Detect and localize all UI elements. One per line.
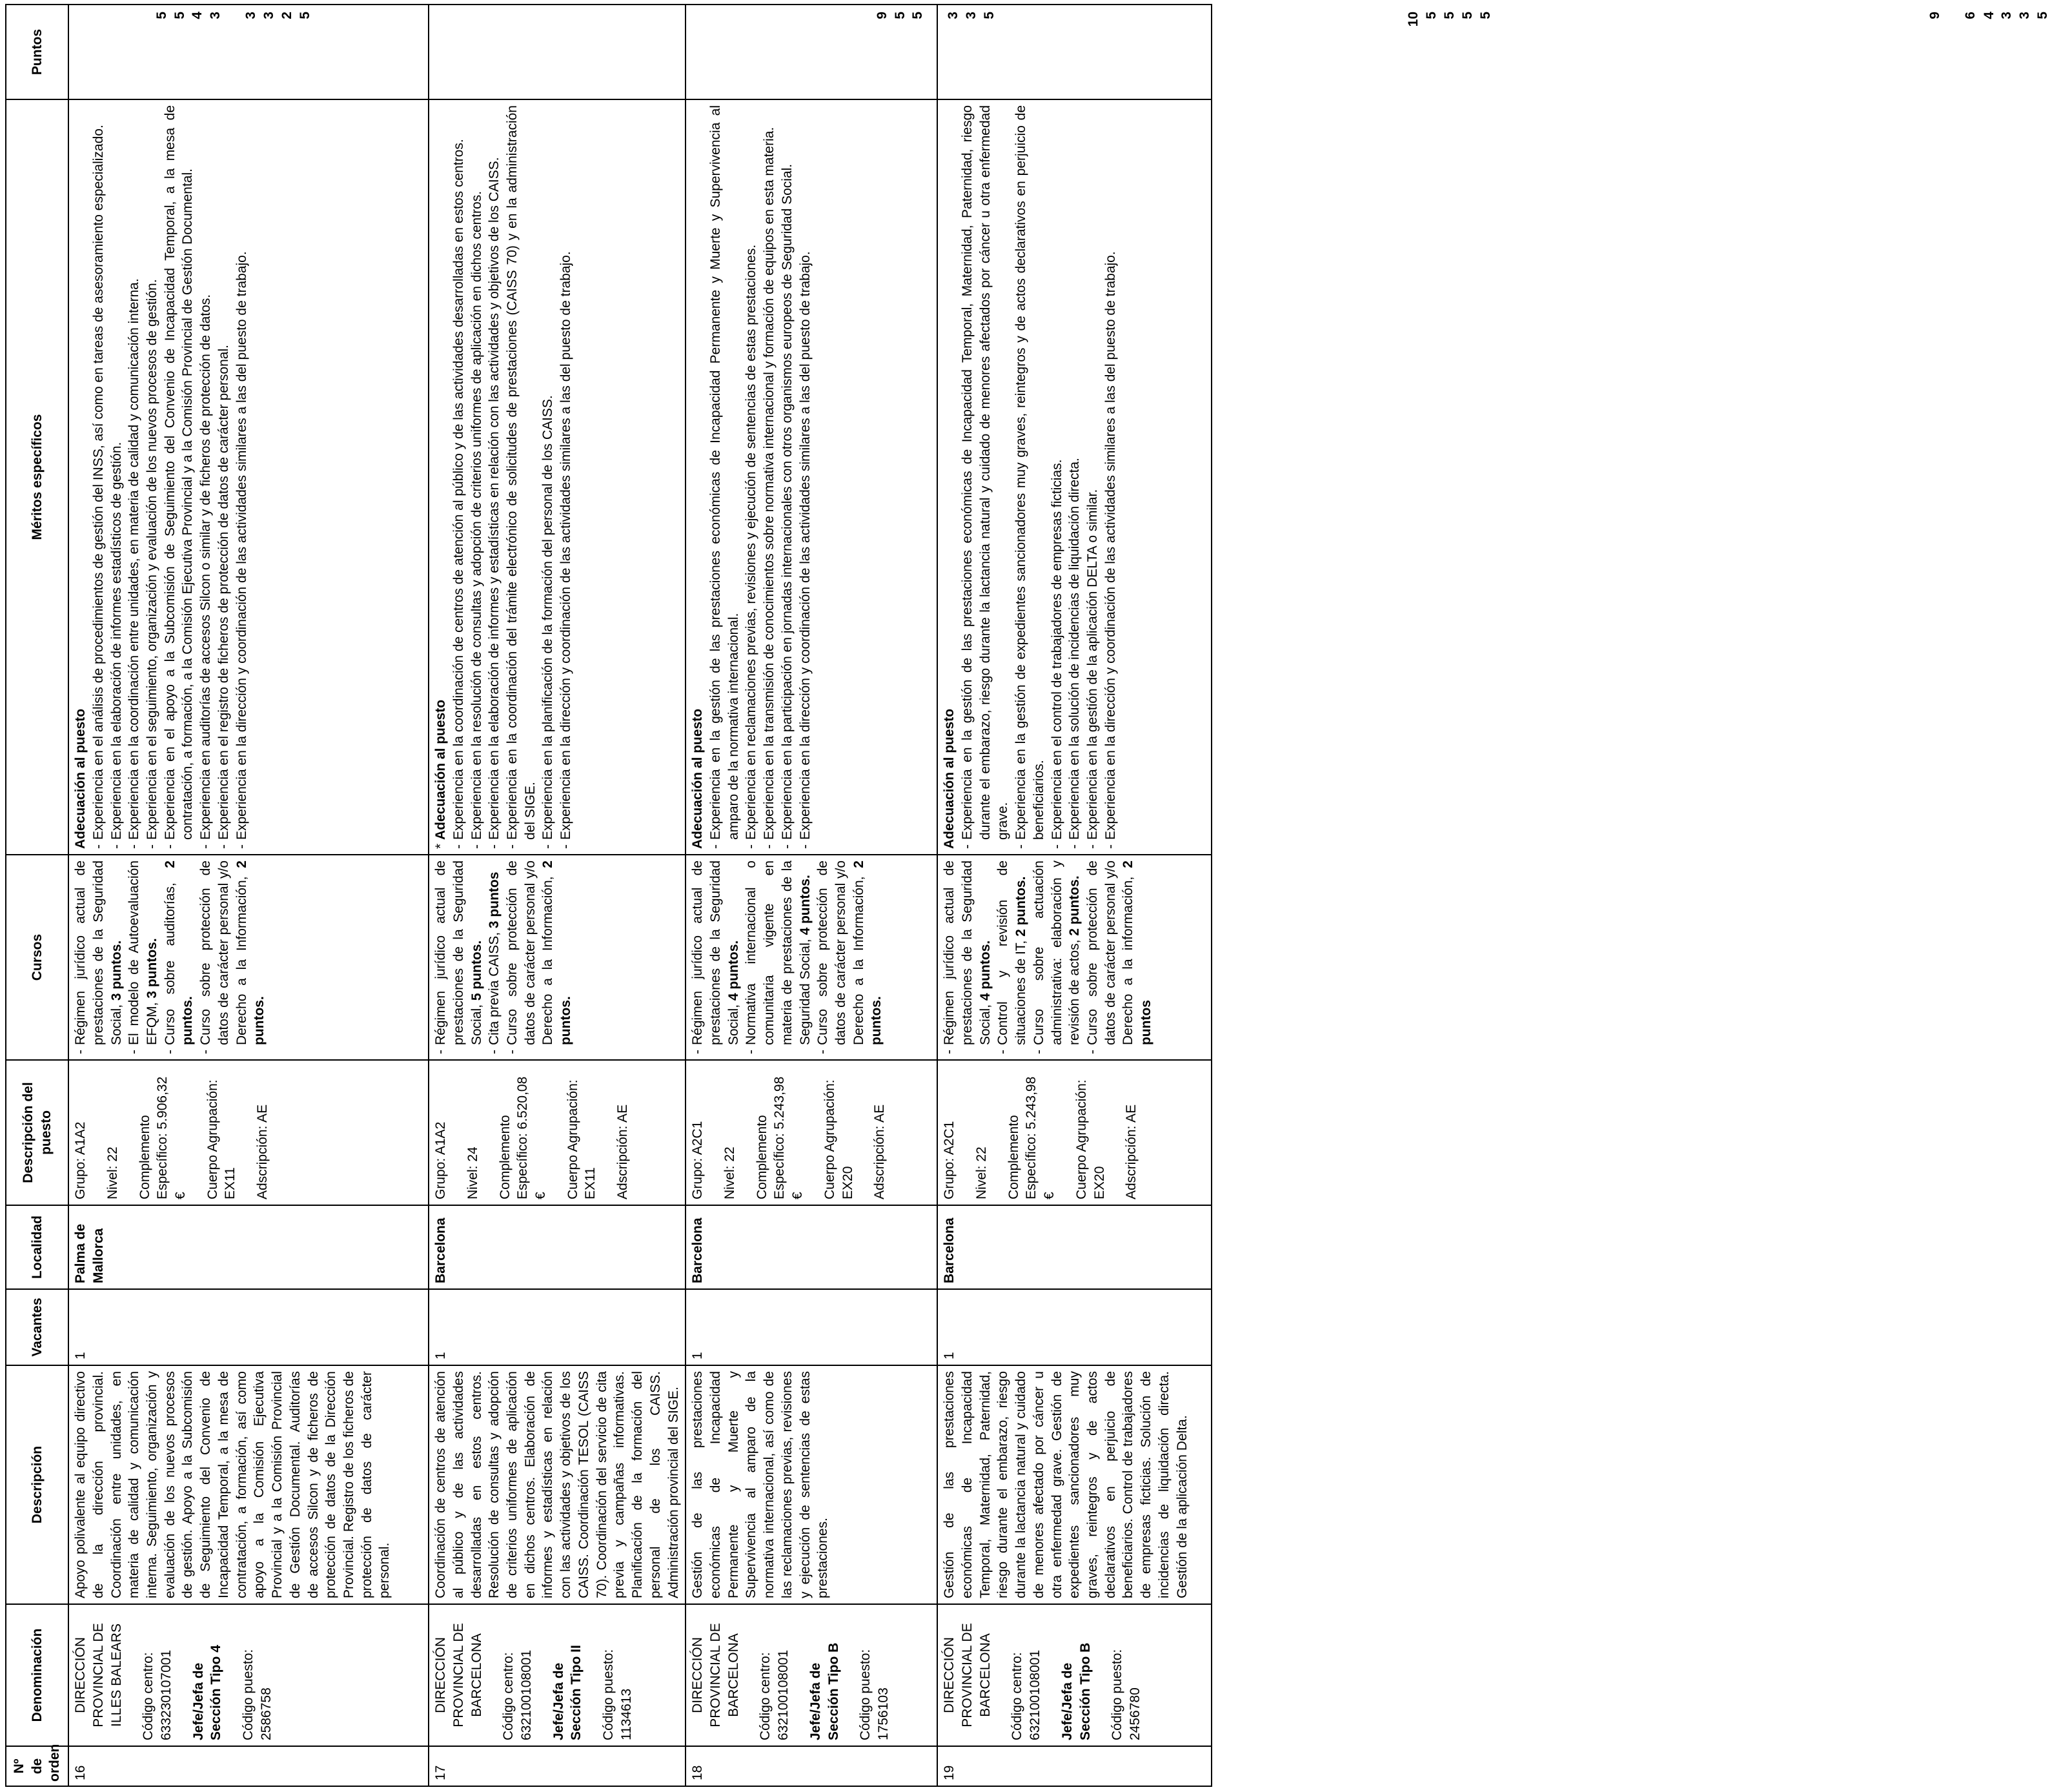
nivel: Nivel: 22 bbox=[722, 1146, 737, 1199]
merito-item bbox=[485, 105, 503, 849]
cell-vacantes bbox=[686, 1289, 937, 1365]
merito-points: 5 bbox=[1478, 12, 1494, 19]
cursos-list bbox=[940, 860, 1155, 1054]
merito-points: 5 bbox=[1424, 12, 1439, 19]
curso-text: Curso sobre protección de datos de carácter personal y/o Derecho a la Información, bbox=[505, 860, 556, 1045]
puesto-name: Jefe/Jefa de Sección Tipo 4 bbox=[190, 1645, 224, 1740]
merito-item bbox=[778, 105, 797, 849]
spacer bbox=[122, 1066, 136, 1199]
cell-denominacion bbox=[429, 1604, 686, 1746]
merito-item bbox=[468, 105, 486, 849]
curso-points: 2 puntos. bbox=[1067, 875, 1082, 936]
merito-points: 3 bbox=[261, 12, 277, 19]
merito-points: 6 bbox=[1963, 12, 1978, 19]
merito-item bbox=[1102, 105, 1120, 849]
codigo-centro: Código centro: 632100108001 bbox=[501, 1649, 534, 1740]
curso-points: 3 puntos. bbox=[145, 938, 160, 999]
spacer bbox=[536, 1610, 550, 1740]
merito-item bbox=[197, 105, 215, 849]
merito-text: Experiencia en la dirección y coordinación de las actividades similares a las del puesto de trabajo. bbox=[558, 251, 574, 840]
curso-item bbox=[503, 860, 575, 1054]
spacer bbox=[1108, 1066, 1123, 1199]
curso-points: 2 puntos bbox=[1121, 860, 1154, 1045]
vacantes-value: 1 bbox=[690, 1352, 706, 1359]
cell-descripcion-puesto bbox=[686, 1060, 937, 1205]
curso-text: Cita previa CAISS, bbox=[487, 928, 502, 1045]
cuerpo-agrupacion: Cuerpo Agrupación: EX11 bbox=[565, 1079, 598, 1199]
merito-text: Experiencia en la resolución de consultas y adopción de criterios uniformes de aplicación en dichos centros. bbox=[469, 190, 484, 840]
merito-points: 5 bbox=[298, 12, 313, 19]
merito-item bbox=[1084, 105, 1102, 849]
codigo-puesto: Código puesto: 1756103 bbox=[858, 1649, 891, 1740]
curso-points: 2 puntos. bbox=[1013, 876, 1029, 937]
header-descripcion: Descripción bbox=[6, 1365, 68, 1604]
organismo-name: DIRECCIÓN PROVINCIAL DE BARCELONA bbox=[942, 1623, 993, 1727]
curso-item bbox=[689, 860, 742, 1054]
curso-text: Régimen jurídico actual de prestaciones de la Seguridad Social, bbox=[433, 860, 484, 1045]
merito-points: 5 bbox=[910, 12, 926, 19]
merito-item bbox=[742, 105, 760, 849]
cell-meritos bbox=[68, 99, 429, 855]
descripcion-text: Coordinación de centros de atención al público y de las actividades desarrolladas en estos centros. Resolución de consultas y adopción de criterios uniformes de aplicación en dichos centros. Elaboración de informes y estadísticas en relación con las actividades y objetivos de los CAISS. Coordinación TESOL (CAISS 70). Coordinación del servicio de cita previa y campañas informativas. Planificación de la formación del personal de los CAISS. Administración provincial del SIGE. bbox=[433, 1371, 681, 1598]
meritos-title-text: Adecuación al puesto bbox=[690, 708, 706, 849]
cell-orden bbox=[686, 1746, 937, 1786]
curso-item bbox=[940, 860, 994, 1054]
spacer bbox=[857, 1066, 871, 1199]
header-descripcion-puesto: Descripción del puesto bbox=[6, 1060, 68, 1205]
adscripcion: Adscripción: AE bbox=[1124, 1104, 1139, 1199]
merito-item bbox=[161, 105, 197, 849]
spacer bbox=[190, 1066, 204, 1199]
curso-item bbox=[814, 860, 886, 1054]
header-cursos: Cursos bbox=[6, 855, 68, 1060]
meritos-list bbox=[72, 105, 250, 849]
curso-item bbox=[197, 860, 269, 1054]
curso-text: Normativa internacional o comunitaria vigente en materia de prestaciones de la Seguridad Social, bbox=[744, 860, 813, 1045]
cell-puntos bbox=[68, 5, 429, 99]
cell-cursos bbox=[429, 855, 686, 1060]
merito-text: Experiencia en el control de trabajadores de empresas ficticias. bbox=[1049, 459, 1064, 840]
spacer bbox=[959, 1066, 973, 1199]
merito-item bbox=[503, 105, 539, 849]
table-body bbox=[68, 5, 2051, 1786]
merito-points: 3 bbox=[946, 12, 961, 19]
spacer bbox=[585, 1610, 600, 1740]
spacer bbox=[991, 1066, 1005, 1199]
complemento-especifico: Complemento Específico: 5.243,98 € bbox=[1006, 1076, 1057, 1199]
merito-text: Experiencia en auditorías de accesos Silcon o similar y de ficheros de protección de datos. bbox=[198, 294, 214, 840]
merito-text: Experiencia en la elaboración de informes estadísticos de gestión. bbox=[108, 442, 124, 840]
spacer bbox=[1094, 1610, 1108, 1740]
nivel: Nivel: 22 bbox=[105, 1146, 120, 1199]
spacer bbox=[600, 1066, 614, 1199]
spacer bbox=[450, 1066, 464, 1199]
cell-vacantes bbox=[937, 1289, 1212, 1365]
puesto-name: Jefe/Jefa de Sección Tipo II bbox=[551, 1645, 584, 1740]
cell-localidad bbox=[429, 1205, 686, 1289]
header-orden: Nº de orden bbox=[6, 1746, 68, 1786]
table-row bbox=[429, 5, 686, 1786]
header-meritos: Méritos específicos bbox=[6, 99, 68, 855]
merito-item bbox=[539, 105, 557, 849]
spacer bbox=[125, 1610, 139, 1740]
merito-points: 9 bbox=[1927, 12, 1943, 19]
curso-item bbox=[432, 860, 485, 1054]
merito-points: 3 bbox=[1999, 12, 2015, 19]
cursos-list bbox=[432, 860, 575, 1054]
complemento-especifico: Complemento Específico: 6.520,08 € bbox=[497, 1076, 549, 1199]
merito-points: 2 bbox=[279, 12, 295, 19]
cell-puntos bbox=[686, 5, 1494, 99]
codigo-centro: Código centro: 633230107001 bbox=[141, 1649, 174, 1740]
curso-text: Curso sobre protección de datos de carácter personal y/o Derecho a la información, bbox=[1084, 860, 1136, 1045]
cell-orden bbox=[68, 1746, 429, 1786]
merito-text: Experiencia en el seguimiento, organización y evaluación de los nuevos procesos de gestión. bbox=[145, 279, 160, 840]
spacer bbox=[485, 1610, 500, 1740]
spacer bbox=[707, 1066, 721, 1199]
merito-text: Experiencia en la gestión de las prestaciones económicas de Incapacidad Permanente y Muerte y Supervivencia al amparo de la normativa internacional. bbox=[707, 105, 741, 840]
merito-item bbox=[450, 105, 468, 849]
grupo: Grupo: A1A2 bbox=[433, 1121, 449, 1199]
spacer bbox=[1059, 1066, 1073, 1199]
orden-number: 19 bbox=[942, 1765, 957, 1780]
meritos-title bbox=[72, 105, 90, 849]
cell-orden bbox=[429, 1746, 686, 1786]
header-denominacion: Denominación bbox=[6, 1604, 68, 1746]
curso-points: 5 puntos. bbox=[469, 940, 484, 1001]
curso-points: 3 puntos. bbox=[108, 940, 124, 1001]
merito-text: Experiencia en el apoyo a la Subcomisión de Seguimiento del Convenio de Incapacidad Temporal, a la mesa de contratación, a formación, a la Comisión Ejecutiva Provincial y a la Comisión Provincial de Gestión Documental. bbox=[162, 105, 196, 840]
nivel: Nivel: 24 bbox=[465, 1146, 480, 1199]
puesto-name: Jefe/Jefa de Sección Tipo B bbox=[1059, 1642, 1093, 1740]
spacer bbox=[1044, 1610, 1059, 1740]
adscripcion: Adscripción: AE bbox=[872, 1104, 888, 1199]
cell-descripcion bbox=[68, 1365, 429, 1604]
orden-number: 18 bbox=[690, 1765, 706, 1780]
cuerpo-agrupacion: Cuerpo Agrupación: EX20 bbox=[822, 1079, 855, 1199]
meritos-title bbox=[432, 105, 450, 849]
nivel: Nivel: 22 bbox=[973, 1146, 989, 1199]
spacer bbox=[482, 1066, 496, 1199]
puesto-name: Jefe/Jefa de Sección Tipo B bbox=[808, 1642, 841, 1740]
merito-points: 5 bbox=[1442, 12, 1458, 19]
curso-item bbox=[994, 860, 1030, 1054]
organismo-name: DIRECCIÓN PROVINCIAL DE ILLES BALEARS bbox=[73, 1623, 124, 1727]
curso-points: 2 puntos. bbox=[540, 860, 574, 1045]
table-row bbox=[686, 5, 937, 1786]
cell-descripcion bbox=[686, 1365, 937, 1604]
spacer bbox=[550, 1066, 564, 1199]
complemento-especifico: Complemento Específico: 5.906,32 € bbox=[137, 1076, 188, 1199]
merito-item bbox=[125, 105, 143, 849]
curso-points: 2 puntos. bbox=[162, 860, 196, 1045]
cell-localidad bbox=[686, 1205, 937, 1289]
codigo-centro: Código centro: 632100108001 bbox=[758, 1649, 791, 1740]
codigo-puesto: Código puesto: 2586758 bbox=[241, 1649, 274, 1740]
meritos-list bbox=[940, 105, 1119, 849]
curso-text: Curso sobre auditorías, bbox=[162, 868, 178, 1045]
merito-text: Experiencia en la coordinación entre unidades, en materia de calidad y comunicación interna. bbox=[127, 278, 142, 840]
curso-item bbox=[125, 860, 161, 1054]
cell-meritos bbox=[937, 99, 1212, 855]
curso-text: Curso sobre actuación administrativa: elaboración y revisión de actos, bbox=[1031, 860, 1082, 1045]
merito-text: Experiencia en la participación en jornadas internacionales con otros organismos europeos de Seguridad Social. bbox=[779, 163, 795, 840]
cell-puntos bbox=[429, 5, 997, 99]
spacer bbox=[739, 1066, 753, 1199]
merito-points: 4 bbox=[1982, 12, 1997, 19]
header-vacantes: Vacantes bbox=[6, 1289, 68, 1365]
merito-item bbox=[707, 105, 742, 849]
merito-item bbox=[90, 105, 108, 849]
curso-text: Régimen jurídico actual de prestaciones de la Seguridad Social, bbox=[942, 860, 993, 1045]
cursos-list bbox=[72, 860, 269, 1054]
merito-text: Experiencia en la planificación de la formación del personal de los CAISS. bbox=[540, 395, 556, 840]
cell-localidad bbox=[937, 1205, 1212, 1289]
merito-text: Experiencia en la gestión de la aplicación DELTA o similar. bbox=[1084, 489, 1100, 840]
cell-localidad bbox=[68, 1205, 429, 1289]
merito-points: 5 bbox=[172, 12, 188, 19]
grupo: Grupo: A1A2 bbox=[73, 1121, 88, 1199]
meritos-title-text: Adecuación al puesto bbox=[433, 699, 449, 840]
cuerpo-agrupacion: Cuerpo Agrupación: EX11 bbox=[205, 1079, 238, 1199]
merito-item bbox=[797, 105, 815, 849]
cell-descripcion bbox=[937, 1365, 1212, 1604]
cell-descripcion-puesto bbox=[429, 1060, 686, 1205]
curso-points: 4 puntos. bbox=[977, 940, 993, 1001]
header-row bbox=[6, 5, 68, 1786]
merito-text: Experiencia en el análisis de procedimientos de gestión del INSS, así como en tareas de asesoramiento especializado. bbox=[90, 125, 106, 840]
merito-text: Experiencia en la solución de incidencias de liquidación directa. bbox=[1067, 458, 1082, 840]
merito-points: 3 bbox=[2017, 12, 2033, 19]
curso-item bbox=[161, 860, 197, 1054]
merito-item bbox=[143, 105, 161, 849]
table-row bbox=[68, 5, 429, 1786]
cell-cursos bbox=[937, 855, 1212, 1060]
merito-points: 5 bbox=[982, 12, 997, 19]
merito-item bbox=[959, 105, 1012, 849]
curso-points: 4 puntos. bbox=[797, 875, 813, 935]
spacer bbox=[842, 1610, 857, 1740]
codigo-centro: Código centro: 632100108001 bbox=[1010, 1649, 1043, 1740]
codigo-puesto: Código puesto: 2456780 bbox=[1110, 1649, 1143, 1740]
meritos-title-text: Adecuación al puesto bbox=[73, 708, 88, 849]
cell-denominacion bbox=[686, 1604, 937, 1746]
spacer bbox=[994, 1610, 1008, 1740]
localidad-value: Palma de Mallorca bbox=[73, 1223, 106, 1283]
localidad-value: Barcelona bbox=[690, 1217, 706, 1283]
merito-text: Experiencia en la elaboración de informes y estadísticas en relación con las actividades y objetivos de los CAISS. bbox=[487, 157, 502, 840]
localidad-value: Barcelona bbox=[942, 1217, 957, 1283]
spacer bbox=[807, 1066, 821, 1199]
merito-text: Experiencia en la transmisión de conocimientos sobre normativa internacional y formación de equipos en esta materia. bbox=[762, 127, 777, 840]
curso-points: 4 puntos. bbox=[726, 940, 741, 1001]
merito-points: 4 bbox=[190, 12, 205, 19]
cursos-list bbox=[689, 860, 886, 1054]
adscripcion: Adscripción: AE bbox=[615, 1104, 631, 1199]
cell-meritos bbox=[686, 99, 937, 855]
merito-text: Experiencia en el registro de ficheros de protección de datos de carácter personal. bbox=[216, 345, 231, 840]
spacer bbox=[793, 1610, 807, 1740]
merito-text: Experiencia en la dirección y coordinación de las actividades similares a las del puesto de trabajo. bbox=[797, 251, 813, 840]
merito-points: 5 bbox=[2035, 12, 2051, 19]
header-puntos: Puntos bbox=[6, 5, 68, 99]
organismo-name: DIRECCIÓN PROVINCIAL DE BARCELONA bbox=[690, 1623, 741, 1727]
merito-item bbox=[1066, 105, 1084, 849]
merito-item bbox=[1048, 105, 1066, 849]
cell-vacantes bbox=[68, 1289, 429, 1365]
orden-number: 17 bbox=[433, 1765, 449, 1780]
curso-item bbox=[72, 860, 125, 1054]
merito-item bbox=[215, 105, 233, 849]
descripcion-text: Gestión de las prestaciones económicas de Incapacidad Permanente y Muerte y Supervivencia al amparo de la normativa internacional, así como de las reclamaciones previas, revisiones y ejecución de sentencias de estas prestaciones. bbox=[690, 1371, 831, 1598]
vacantes-value: 1 bbox=[433, 1352, 449, 1359]
spacer bbox=[239, 1066, 254, 1199]
merito-item bbox=[108, 105, 126, 849]
curso-text: Control y revisión de situaciones de IT, bbox=[995, 860, 1029, 1045]
merito-points: 3 bbox=[208, 12, 223, 19]
cell-cursos bbox=[68, 855, 429, 1060]
cuerpo-agrupacion: Cuerpo Agrupación: EX20 bbox=[1073, 1079, 1107, 1199]
job-positions-table bbox=[5, 4, 2051, 1787]
merito-points: 5 bbox=[893, 12, 908, 19]
descripcion-text: Gestión de las prestaciones económicas de Incapacidad Temporal, Maternidad, Paternidad, riesgo durante el embarazo, riesgo durante la lactancia natural y cuidado de menores afectado por cáncer u otra enfermedad grave. Gestión de expedientes sancionadores muy graves, reintegros y de actos declarativos en perjuicio de beneficiarios. Control de trabajadores de empresas ficticias. Solución de incidencias de liquidación directa. Gestión de la aplicación Delta. bbox=[942, 1371, 1190, 1598]
spacer bbox=[742, 1610, 757, 1740]
curso-text: Régimen jurídico actual de prestaciones de la Seguridad Social, bbox=[690, 860, 741, 1045]
curso-text: Curso sobre protección de datos de carácter personal y/o Derecho a la Información, bbox=[198, 860, 249, 1045]
merito-item bbox=[557, 105, 575, 849]
spacer bbox=[225, 1610, 239, 1740]
codigo-puesto: Código puesto: 1134613 bbox=[601, 1649, 634, 1740]
cell-descripcion bbox=[429, 1365, 686, 1604]
grupo: Grupo: A2C1 bbox=[942, 1121, 957, 1199]
cell-descripcion-puesto bbox=[68, 1060, 429, 1205]
curso-item bbox=[742, 860, 814, 1054]
meritos-list bbox=[432, 105, 575, 849]
cell-vacantes bbox=[429, 1289, 686, 1365]
orden-number: 16 bbox=[73, 1765, 88, 1780]
grupo: Grupo: A2C1 bbox=[690, 1121, 706, 1199]
merito-text: Experiencia en reclamaciones previas, revisiones y ejecución de sentencias de estas prestaciones. bbox=[744, 244, 759, 840]
curso-text: Régimen jurídico actual de prestaciones de la Seguridad Social, bbox=[73, 860, 124, 1045]
meritos-list bbox=[689, 105, 814, 849]
merito-points: 10 bbox=[1406, 12, 1421, 27]
merito-item bbox=[233, 105, 251, 849]
organismo-name: DIRECCIÓN PROVINCIAL DE BARCELONA bbox=[433, 1623, 484, 1727]
merito-text: Experiencia en la dirección y coordinación de las actividades similares a las del puesto de trabajo. bbox=[234, 251, 249, 840]
merito-points: 9 bbox=[875, 12, 890, 19]
adscripcion: Adscripción: AE bbox=[255, 1104, 270, 1199]
merito-points: 3 bbox=[243, 12, 259, 19]
spacer bbox=[90, 1066, 104, 1199]
curso-text: Curso sobre protección de datos de carácter personal y/o Derecho a la Información, bbox=[815, 860, 866, 1045]
cell-orden bbox=[937, 1746, 1212, 1786]
table-row bbox=[937, 5, 1212, 1786]
merito-item bbox=[1012, 105, 1048, 849]
merito-points: 3 bbox=[964, 12, 979, 19]
merito-text: Experiencia en la gestión de expedientes sancionadores muy graves, reintegros y de actos declarativos en perjuicio de beneficiarios. bbox=[1013, 105, 1046, 840]
cell-meritos bbox=[429, 99, 686, 855]
vacantes-value: 1 bbox=[73, 1352, 88, 1359]
meritos-title bbox=[689, 105, 707, 849]
curso-points: 3 puntos bbox=[487, 871, 502, 929]
descripcion-text: Apoyo polivalente al equipo directivo de la dirección provincial. Coordinación entre unidades, en materia de calidad y comunicación interna. Seguimiento, organización y evaluación de los nuevos procesos de gestión. Apoyo a la Subcomisión de Seguimiento del Convenio de Incapacidad Temporal, a la mesa de contratación, a formación, así como apoyo a la Comisión Ejecutiva Provincial y a la Comisión Provincial de Gestión Documental. Auditorías de accesos Silcon y de ficheros de protección de datos de la Dirección Provincial. Registro de los ficheros de protección de datos de carácter personal. bbox=[73, 1371, 392, 1598]
curso-text: El modelo de Autoevaluación EFQM, bbox=[127, 860, 160, 1045]
merito-points: 5 bbox=[1460, 12, 1476, 19]
curso-item bbox=[1084, 860, 1155, 1054]
vacantes-value: 1 bbox=[942, 1352, 957, 1359]
complemento-especifico: Complemento Específico: 5.243,98 € bbox=[754, 1076, 806, 1199]
curso-item bbox=[1030, 860, 1084, 1054]
meritos-title bbox=[940, 105, 959, 849]
cell-cursos bbox=[686, 855, 937, 1060]
curso-points: 2 puntos. bbox=[851, 860, 884, 1045]
merito-item bbox=[760, 105, 778, 849]
curso-item bbox=[485, 860, 503, 1054]
localidad-value: Barcelona bbox=[433, 1217, 449, 1283]
merito-text: Experiencia en la gestión de las prestaciones económicas de Incapacidad Temporal, Maternidad, Paternidad, riesgo durante el embarazo, riesgo durante la lactancia natural y cuidado de menores afectados por cáncer u otra enfermedad grave. bbox=[959, 105, 1011, 840]
header-localidad: Localidad bbox=[6, 1205, 68, 1289]
spacer bbox=[176, 1610, 190, 1740]
merito-points: 5 bbox=[154, 12, 170, 19]
cell-denominacion bbox=[937, 1604, 1212, 1746]
cell-descripcion-puesto bbox=[937, 1060, 1212, 1205]
meritos-title-text: Adecuación al puesto bbox=[942, 708, 957, 849]
merito-text: Experiencia en la coordinación de centros de atención al público y de las actividades desarrolladas en estos centros. bbox=[451, 139, 466, 840]
merito-text: Experiencia en la coordinación del trámite electrónico de solicitudes de prestaciones (CAISS 70) y en la administración del SIGE. bbox=[505, 105, 538, 840]
curso-points: 2 puntos. bbox=[234, 860, 267, 1045]
merito-text: Experiencia en la dirección y coordinación de las actividades similares a las del puesto de trabajo. bbox=[1102, 251, 1118, 840]
cell-denominacion bbox=[68, 1604, 429, 1746]
